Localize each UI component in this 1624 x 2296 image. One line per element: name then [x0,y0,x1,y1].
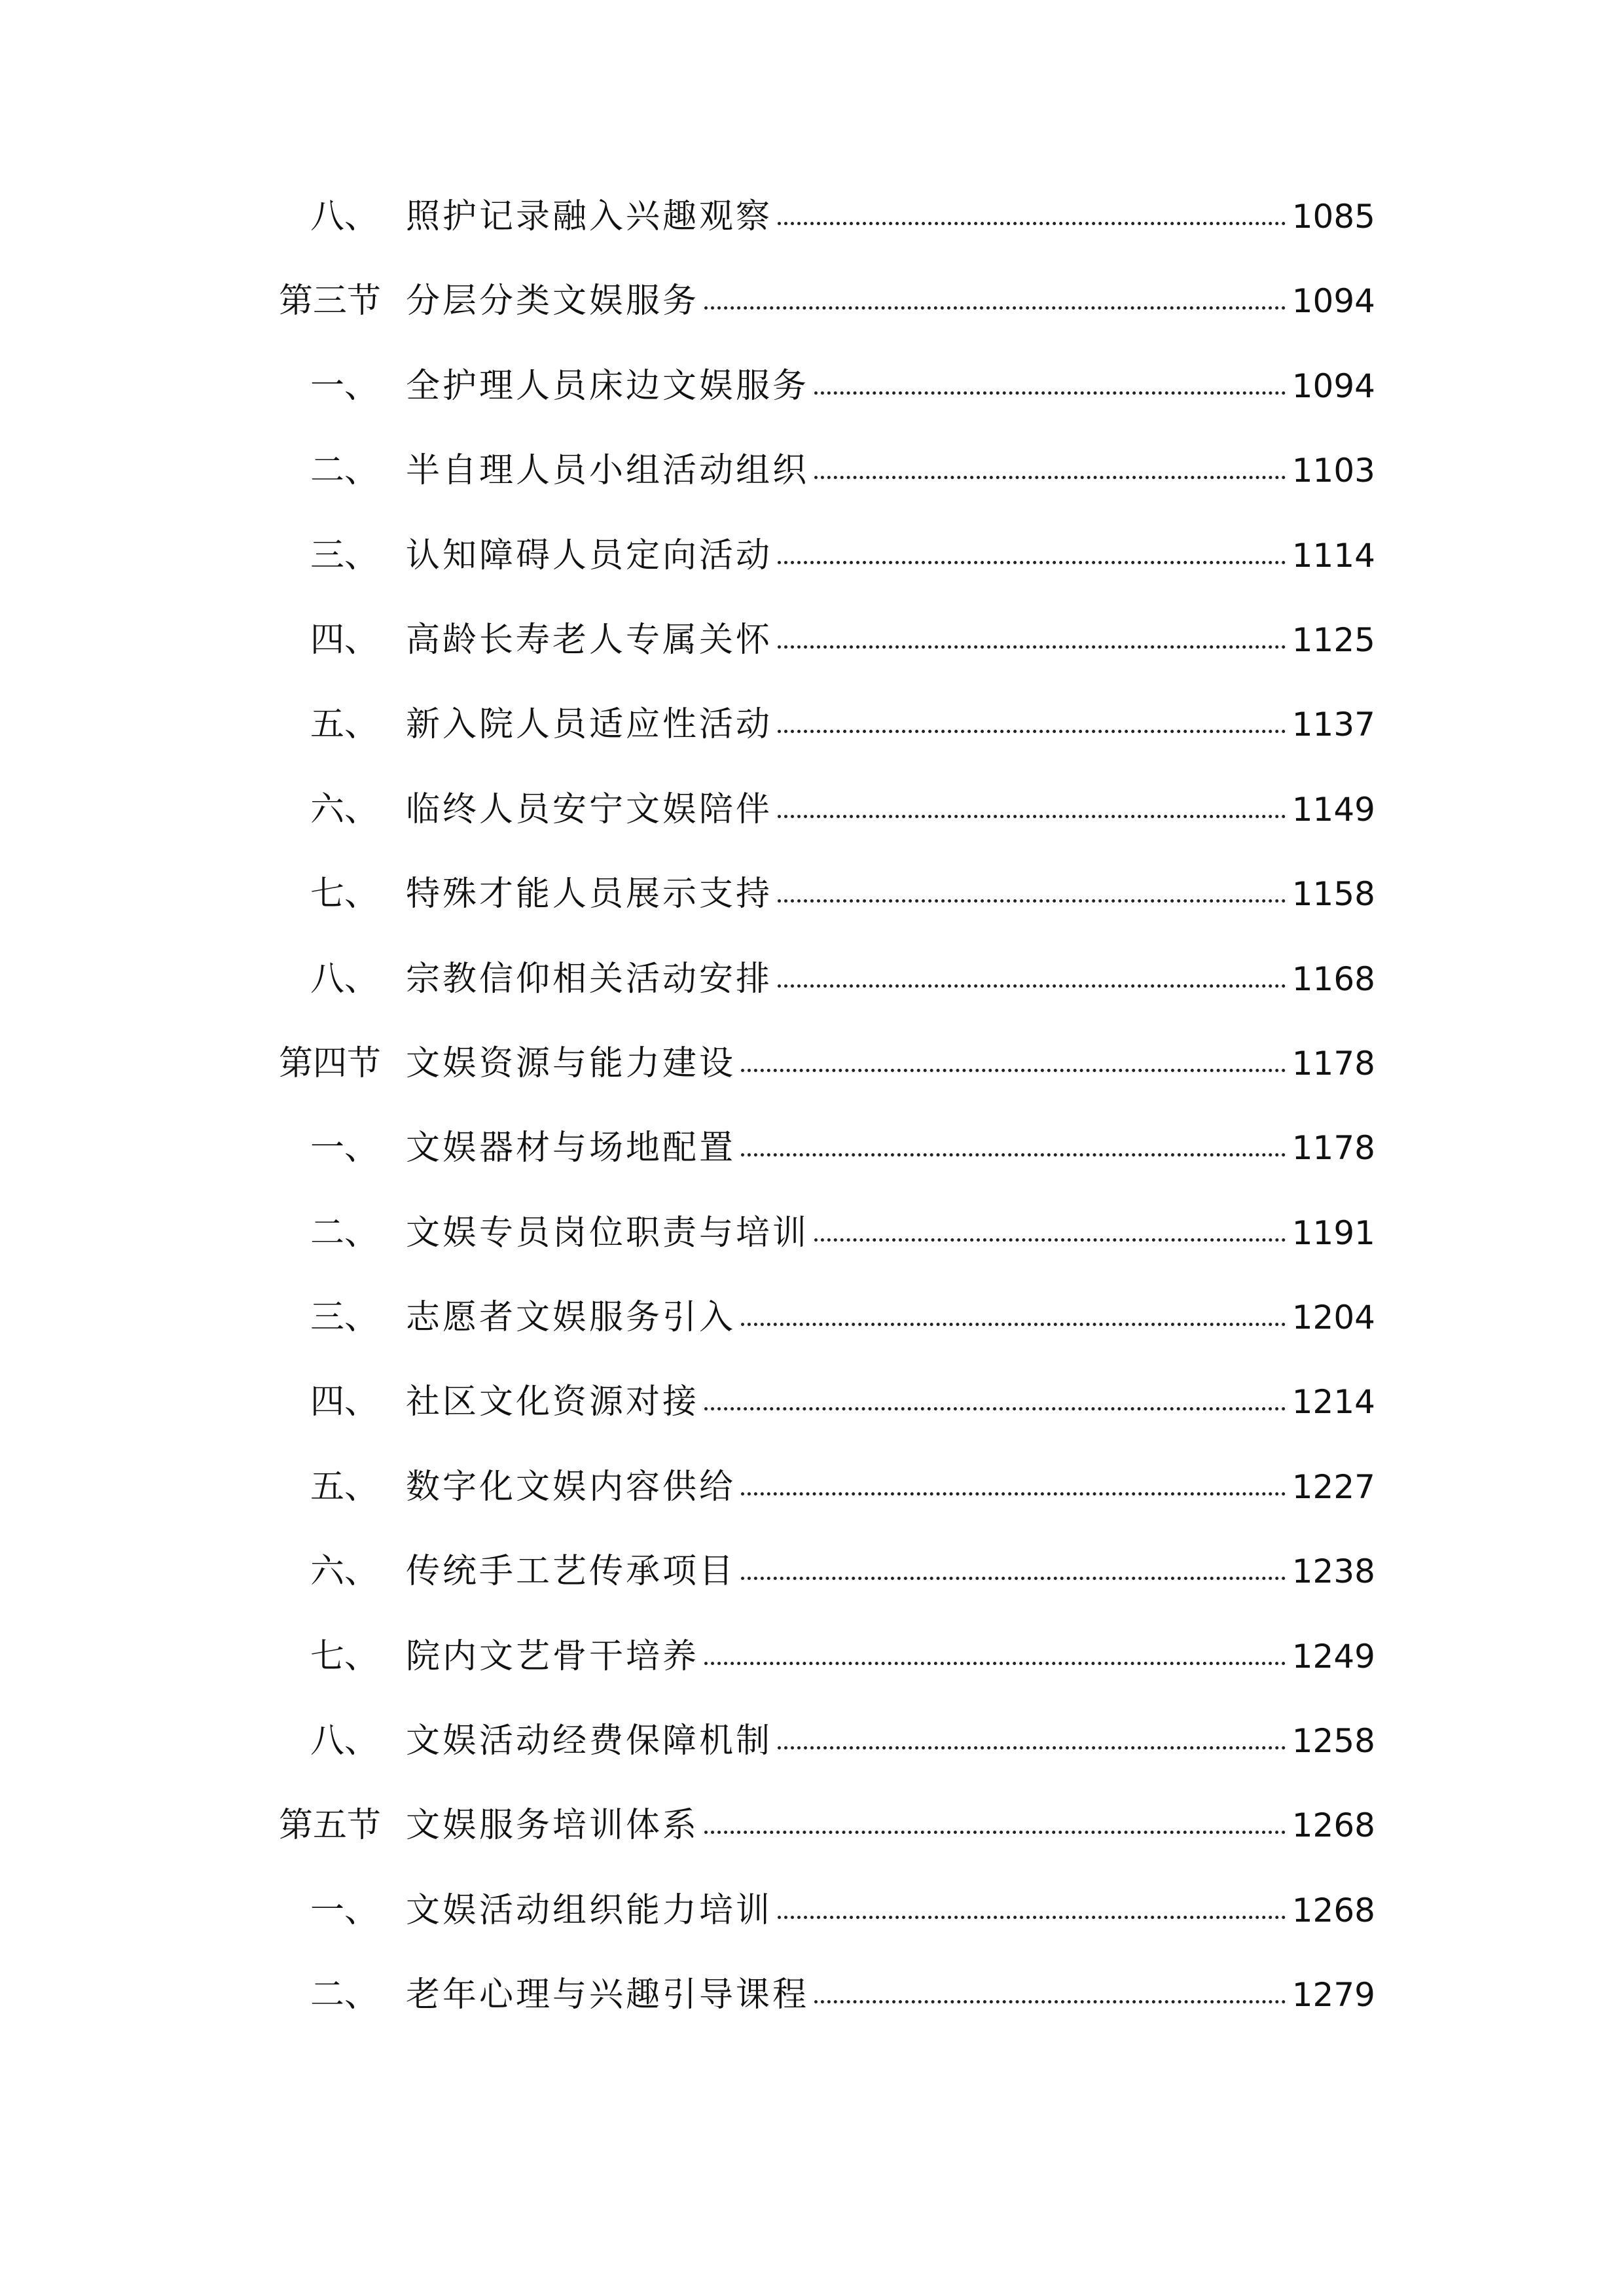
toc-entry-number: 二、 [310,1975,379,2015]
toc-entry-title: 文娱服务培训体系 [406,1806,700,1846]
dot-leader [704,1831,1286,1834]
toc-entry-page-number: 1178 [1291,1044,1375,1083]
toc-entry-title: 分层分类文娱服务 [406,281,700,321]
toc-entry-page-number: 1094 [1291,282,1375,321]
dot-leader [741,1492,1286,1496]
dot-leader [778,222,1286,225]
toc-entry-number: 第四节 [279,1043,382,1083]
table-of-contents [279,197,1375,2063]
dot-leader [778,899,1286,903]
toc-entry-page-number: 1279 [1291,1976,1375,2015]
toc-entry-title: 高龄长寿老人专属关怀 [406,620,773,660]
toc-entry-number: 三、 [310,535,379,575]
toc-entry-page-number: 1168 [1291,960,1375,998]
toc-entry-number: 第三节 [279,281,382,321]
dot-leader [814,476,1286,479]
toc-entry-title: 特殊才能人员展示支持 [406,874,773,914]
toc-entry-title: 全护理人员床边文娱服务 [406,366,810,406]
dot-leader [704,1662,1286,1665]
toc-entry-title: 文娱专员岗位职责与培训 [406,1213,810,1253]
dot-leader [778,1916,1286,1919]
toc-subsection-entry[interactable] [279,366,1375,454]
dot-leader [778,561,1286,564]
toc-entry-title: 文娱资源与能力建设 [406,1043,736,1083]
toc-entry-number: 四、 [310,620,379,660]
toc-entry-number: 第五节 [279,1806,382,1846]
toc-subsection-entry[interactable] [279,1721,1375,1808]
toc-section-entry[interactable] [279,1043,1375,1131]
dot-leader [814,391,1286,395]
toc-subsection-entry[interactable] [279,959,1375,1047]
toc-entry-title: 临终人员安宁文娱陪伴 [406,789,773,829]
toc-entry-title: 文娱活动经费保障机制 [406,1721,773,1761]
toc-subsection-entry[interactable] [279,705,1375,792]
toc-entry-title: 院内文艺骨干培养 [406,1636,700,1676]
toc-entry-number: 一、 [310,1890,379,1930]
dot-leader [704,306,1286,310]
toc-subsection-entry[interactable] [279,1128,1375,1215]
toc-entry-title: 社区文化资源对接 [406,1382,700,1422]
dot-leader [778,1746,1286,1749]
toc-entry-page-number: 1125 [1291,620,1375,659]
toc-entry-page-number: 1149 [1291,790,1375,829]
toc-subsection-entry[interactable] [279,1890,1375,1978]
toc-entry-number: 五、 [310,1467,379,1507]
toc-entry-number: 三、 [310,1298,379,1338]
toc-entry-page-number: 1094 [1291,367,1375,405]
toc-entry-page-number: 1249 [1291,1637,1375,1676]
toc-entry-page-number: 1214 [1291,1383,1375,1422]
toc-entry-number: 五、 [310,705,379,745]
toc-entry-number: 二、 [310,1213,379,1253]
toc-entry-number: 一、 [310,366,379,406]
toc-entry-number: 六、 [310,1552,379,1592]
toc-subsection-entry[interactable] [279,1636,1375,1724]
toc-subsection-entry[interactable] [279,789,1375,877]
toc-entry-page-number: 1103 [1291,452,1375,490]
toc-subsection-entry[interactable] [279,1213,1375,1300]
toc-entry-title: 数字化文娱内容供给 [406,1467,736,1507]
toc-subsection-entry[interactable] [279,620,1375,708]
dot-leader [778,815,1286,818]
dot-leader [814,1238,1286,1242]
dot-leader [741,1069,1286,1072]
toc-entry-page-number: 1268 [1291,1891,1375,1929]
toc-entry-page-number: 1178 [1291,1129,1375,1168]
toc-entry-page-number: 1238 [1291,1552,1375,1591]
toc-entry-page-number: 1227 [1291,1467,1375,1506]
dot-leader [704,1407,1286,1410]
toc-entry-title: 半自理人员小组活动组织 [406,451,810,491]
toc-entry-title: 照护记录融入兴趣观察 [406,197,773,236]
toc-subsection-entry[interactable] [279,874,1375,961]
toc-entry-title: 新入院人员适应性活动 [406,705,773,745]
toc-subsection-entry[interactable] [279,1467,1375,1554]
toc-entry-title: 认知障碍人员定向活动 [406,535,773,575]
toc-entry-title: 文娱活动组织能力培训 [406,1890,773,1930]
toc-subsection-entry[interactable] [279,535,1375,623]
toc-entry-number: 八、 [310,959,379,999]
toc-entry-page-number: 1191 [1291,1213,1375,1252]
dot-leader [778,645,1286,649]
toc-subsection-entry[interactable] [279,451,1375,538]
toc-entry-title: 老年心理与兴趣引导课程 [406,1975,810,2015]
toc-entry-page-number: 1137 [1291,706,1375,744]
toc-entry-title: 文娱器材与场地配置 [406,1128,736,1168]
dot-leader [778,730,1286,733]
toc-entry-number: 八、 [310,197,379,236]
toc-entry-page-number: 1158 [1291,875,1375,914]
toc-subsection-entry[interactable] [279,1300,1375,1385]
toc-subsection-entry[interactable] [279,197,1375,284]
toc-entry-number: 八、 [310,1721,379,1761]
toc-entry-number: 六、 [310,789,379,829]
toc-entry-title: 宗教信仰相关活动安排 [406,959,773,999]
toc-subsection-entry[interactable] [279,1554,1375,1639]
toc-entry-page-number: 1268 [1291,1806,1375,1845]
toc-section-entry[interactable] [279,281,1375,368]
toc-entry-number: 二、 [310,451,379,491]
toc-entry-page-number: 1085 [1291,198,1375,236]
dot-leader [741,1577,1286,1580]
toc-entry-page-number: 1204 [1291,1299,1375,1337]
toc-entry-number: 四、 [310,1382,379,1422]
toc-section-entry[interactable] [279,1808,1375,1893]
toc-entry-page-number: 1114 [1291,536,1375,575]
dot-leader [778,984,1286,988]
dot-leader [814,2000,1286,2003]
toc-entry-page-number: 1258 [1291,1722,1375,1761]
toc-entry-title: 传统手工艺传承项目 [406,1552,736,1592]
toc-entry-number: 一、 [310,1128,379,1168]
dot-leader [741,1323,1286,1326]
toc-entry-title: 志愿者文娱服务引入 [406,1298,736,1338]
toc-subsection-entry[interactable] [279,1975,1375,2062]
dot-leader [741,1153,1286,1157]
toc-entry-number: 七、 [310,1636,379,1676]
toc-subsection-entry[interactable] [279,1382,1375,1469]
toc-entry-number: 七、 [310,874,379,914]
